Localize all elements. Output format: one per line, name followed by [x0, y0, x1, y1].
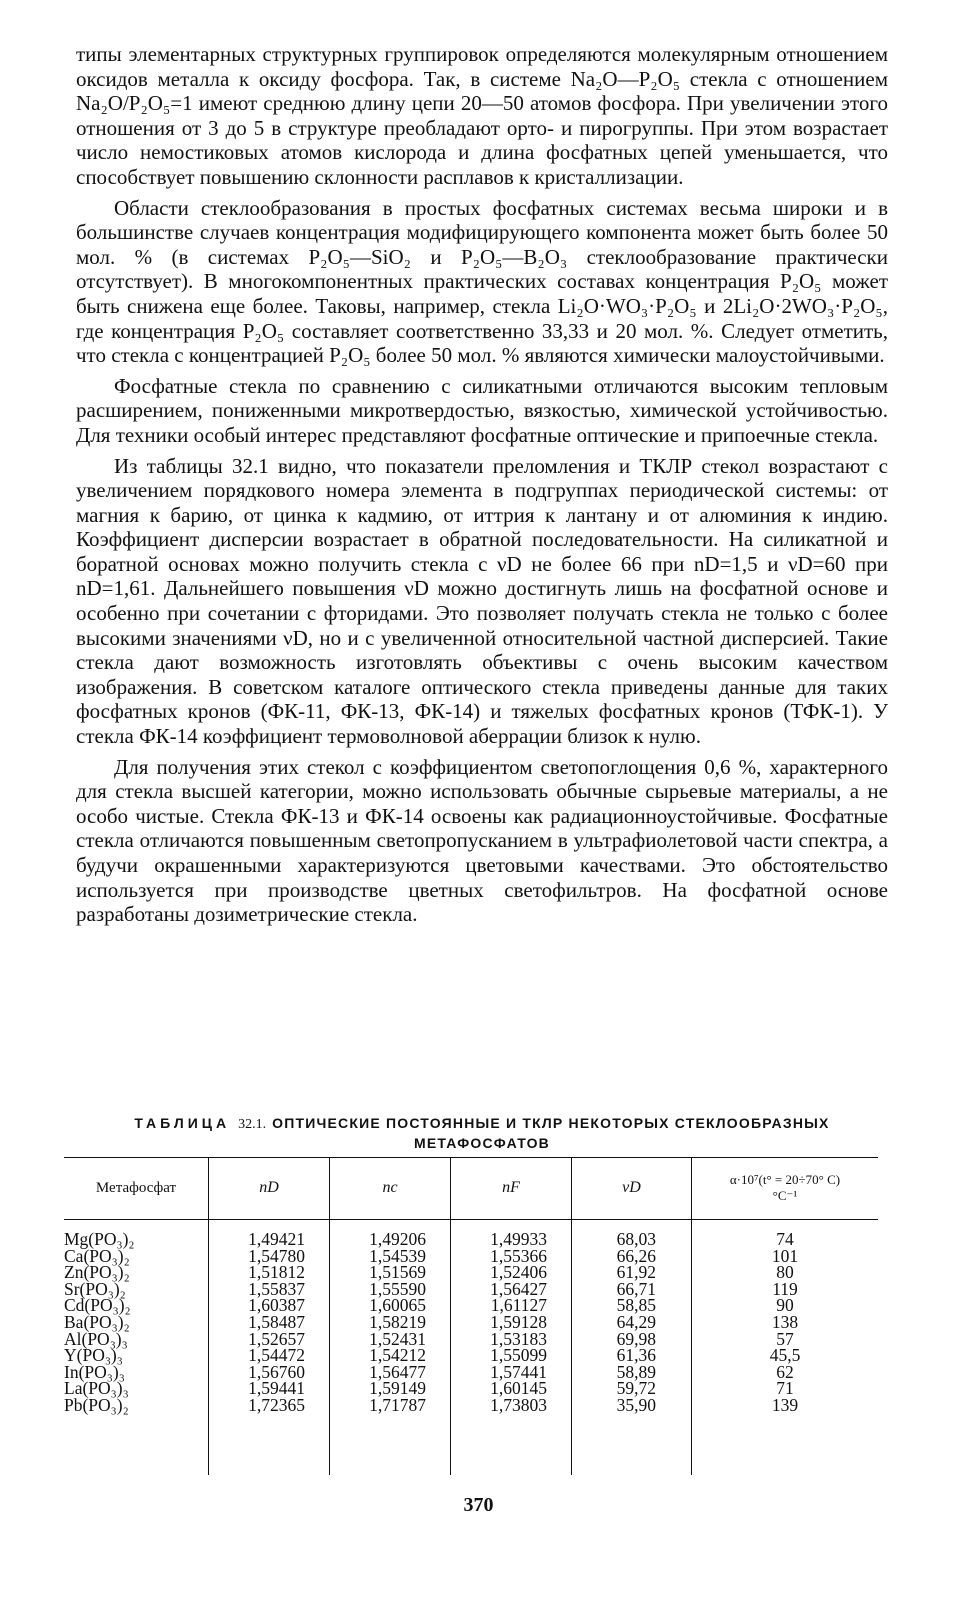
table-cell-vD: 68,03: [616, 1229, 656, 1249]
table-cell-nc: 1,56477: [369, 1361, 426, 1382]
table-cell-nc: 1,54212: [369, 1345, 426, 1366]
column-nc: [330, 1231, 426, 1414]
table-cell-metaphosphate: La(PO₃)₃: [64, 1378, 129, 1399]
table-cell-nD: 1,56760: [248, 1361, 305, 1382]
header-alpha: [692, 1157, 878, 1219]
table-cell-nD: 1,49421: [248, 1229, 305, 1249]
table-cell-nF: 1,53183: [490, 1328, 547, 1349]
table-cell-alpha: 57: [776, 1328, 794, 1349]
table-cell-nc: 1,55590: [369, 1278, 426, 1299]
table-cell-vD: 69,98: [616, 1328, 656, 1349]
table-cell-nF: 1,56427: [490, 1278, 547, 1299]
header-metaphosphate: Метафосфат: [95, 1179, 177, 1196]
table-cell-nF: 1,49933: [490, 1229, 547, 1249]
table-cell-alpha: 139: [771, 1394, 799, 1415]
table-cell-vD: 61,92: [616, 1262, 656, 1283]
paragraph-1: типы элементарных структурных группировок определяются молекулярным отношением оксидов металла к оксиду фосфора. Так, в системе Na₂O—P₂O₅ стекла с отношением Na₂O/P₂O₅=1 имеют среднюю длину цепи 20—50 атомов фосфора. При увеличении этого отношения от 3 до 5 в структуре преобладают орто- и пирогруппы. При этом возрастает число немостиковых атомов кислорода и длина фосфатных цепей уменьшается, что способствует повышению склонности расплавов к кристаллизации.: [76, 42, 888, 189]
table-cell-nF: 1,59128: [490, 1311, 547, 1332]
table-cell-vD: 58,85: [616, 1295, 656, 1316]
header-nc: nc: [382, 1179, 398, 1196]
table-caption-text: ОПТИЧЕСКИЕ ПОСТОЯННЫЕ И ТКЛР НЕКОТОРЫХ СТЕКЛООБРАЗНЫХ МЕТАФОСФАТОВ: [272, 1115, 830, 1151]
table-cell-nc: 1,59149: [369, 1378, 426, 1399]
column-vD: [572, 1231, 656, 1414]
table-cell-vD: 61,36: [616, 1345, 656, 1366]
table-cell-vD: 35,90: [616, 1394, 656, 1415]
table-caption-number: 32.1.: [238, 1117, 267, 1132]
table-cell-nc: 1,54539: [369, 1245, 426, 1266]
table-cell-metaphosphate: In(PO₃)₃: [64, 1361, 125, 1382]
table-cell-metaphosphate: Mg(PO₃)₂: [64, 1229, 135, 1249]
table-cell-nD: 1,51812: [248, 1262, 305, 1283]
table-cell-alpha: 138: [771, 1311, 799, 1332]
header-nF: nF: [502, 1179, 520, 1196]
table-cell-metaphosphate: Sr(PO₃)₂: [64, 1278, 126, 1299]
paragraph-2: Области стеклообразования в простых фосфатных системах весьма широки и в большинстве случаев концентрация модифицирующего компонента может быть более 50 мол. % (в системах P₂O₅—SiO₂ и P₂O₅—B₂O₃ стеклообразование практически отсутствует). В многокомпонентных практических составах концентрация P₂O₅ может быть снижена еще более. Таковы, например, стекла Li₂O·WO₃·P₂O₅ и 2Li₂O·2WO₃·P₂O₅, где концентрация P₂O₅ составляет соответственно 33,33 и 20 мол. %. Следует отметить, что стекла с концентрацией P₂O₅ более 50 мол. % являются химически малоустойчивыми.: [76, 195, 888, 368]
table-cell-metaphosphate: Ba(PO₃)₂: [64, 1311, 130, 1332]
table-cell-nF: 1,55366: [490, 1245, 547, 1266]
table-cell-nc: 1,58219: [369, 1311, 426, 1332]
table-cell-nc: 1,49206: [369, 1229, 426, 1249]
table-cell-nD: 1,72365: [248, 1394, 305, 1415]
paragraph-4: Из таблицы 32.1 видно, что показатели преломления и ТКЛР стекол возрастают с увеличением порядкового номера элемента в подгруппах периодической системы: от магния к барию, от цинка к кадмию, от иттрия к лантану и от алюминия к индию. Коэффициент дисперсии возрастает в обратной последовательности. На силикатной и боратной основах можно получить стекла с νD не более 66 при nD=1,5 и νD=60 при nD=1,61. Дальнейшего повышения νD можно достигнуть лишь на фосфатной основе и особенно при сочетании с фторидами. Это позволяет получать стекла не только с более высокими значениями νD, но и с увеличенной относительной частной дисперсией. Такие стекла дают возможность изготовлять объективы с очень высоким качеством изображения. В советском каталоге оптического стекла приведены данные для таких фосфатных кронов (ФК-11, ФК-13, ФК-14) и тяжелых фосфатных кронов (ТФК-1). У стекла ФК-14 коэффициент термоволновой аберрации близок к нулю.: [76, 453, 888, 749]
page-number: 370: [463, 1494, 494, 1516]
table-cell-nD: 1,55837: [248, 1278, 305, 1299]
table-cell-nc: 1,51569: [369, 1262, 426, 1283]
table-cell-nc: 1,71787: [369, 1394, 426, 1415]
table-cell-nD: 1,58487: [248, 1311, 305, 1332]
header-alpha-line2: °C⁻¹: [772, 1188, 798, 1203]
table-cell-alpha: 119: [772, 1278, 798, 1299]
table-cell-nD: 1,59441: [248, 1378, 305, 1399]
table-cell-nF: 1,60145: [490, 1378, 547, 1399]
table-cell-nc: 1,52431: [369, 1328, 426, 1349]
table-cell-nD: 1,52657: [248, 1328, 305, 1349]
table-cell-metaphosphate: Y(PO₃)₃: [64, 1345, 123, 1366]
column-alpha: [692, 1231, 878, 1414]
table-cell-alpha: 90: [776, 1295, 794, 1316]
column-nF: [451, 1231, 547, 1414]
table-cell-vD: 59,72: [616, 1378, 656, 1399]
table-cell-alpha: 101: [771, 1245, 799, 1266]
table-cell-vD: 58,89: [616, 1361, 656, 1382]
table-caption-label: ТАБЛИЦА: [134, 1115, 231, 1131]
text-body: [76, 42, 888, 927]
table-cell-metaphosphate: Zn(PO₃)₂: [64, 1262, 130, 1283]
table-cell-vD: 64,29: [616, 1311, 656, 1332]
table-cell-metaphosphate: Ca(PO₃)₂: [64, 1245, 130, 1266]
table-cell-nF: 1,55099: [490, 1345, 547, 1366]
table-cell-nD: 1,54780: [248, 1245, 305, 1266]
table-cell-nD: 1,54472: [248, 1345, 305, 1366]
table-cell-alpha: 62: [776, 1361, 794, 1382]
paragraph-5: Для получения этих стекол с коэффициентом светопоглощения 0,6 %, характерного для стекла высшей категории, можно использовать обычные сырьевые материалы, а не особо чистые. Стекла ФК-13 и ФК-14 освоены как радиационноустойчивые. Фосфатные стекла отличаются повышенным светопропусканием в ультрафиолетовой части спектра, а будучи окрашенными характеризуются цветовыми качествами. Это обстоятельство используется при производстве цветных светофильтров. На фосфатной основе разработаны дозиметрические стекла.: [76, 754, 888, 927]
table-cell-metaphosphate: Al(PO₃)₃: [64, 1328, 128, 1349]
header-alpha-line1: α·10⁷(t° = 20÷70° C): [729, 1172, 841, 1187]
column-metaphosphate: [64, 1231, 204, 1414]
table-cell-alpha: 74: [776, 1229, 794, 1249]
table-cell-nD: 1,60387: [248, 1295, 305, 1316]
table-cell-metaphosphate: Cd(PO₃)₂: [64, 1295, 131, 1316]
table-cell-nF: 1,57441: [490, 1361, 547, 1382]
table-cell-metaphosphate: Pb(PO₃)₂: [64, 1394, 129, 1415]
table-caption: [76, 1114, 888, 1152]
table-cell-nF: 1,73803: [490, 1394, 547, 1415]
metaphosphate-table: [64, 1157, 878, 1475]
paragraph-3: Фосфатные стекла по сравнению с силикатными отличаются высоким тепловым расширением, пониженными микротвердостью, вязкостью, химической устойчивостью. Для техники особый интерес представляют фосфатные оптические и припоечные стекла.: [76, 373, 888, 447]
table-cell-nF: 1,61127: [490, 1295, 547, 1316]
table-cell-vD: 66,71: [616, 1278, 656, 1299]
table-cell-alpha: 45,5: [769, 1345, 801, 1366]
table-cell-nF: 1,52406: [490, 1262, 547, 1283]
header-vD: νD: [622, 1179, 641, 1196]
table-cell-nc: 1,60065: [369, 1295, 426, 1316]
table-header-rule: [64, 1219, 878, 1220]
table-cell-vD: 66,26: [616, 1245, 656, 1266]
table-cell-alpha: 80: [776, 1262, 794, 1283]
table-cell-alpha: 71: [776, 1378, 794, 1399]
header-nD: nD: [259, 1179, 279, 1196]
column-nD: [209, 1231, 305, 1414]
